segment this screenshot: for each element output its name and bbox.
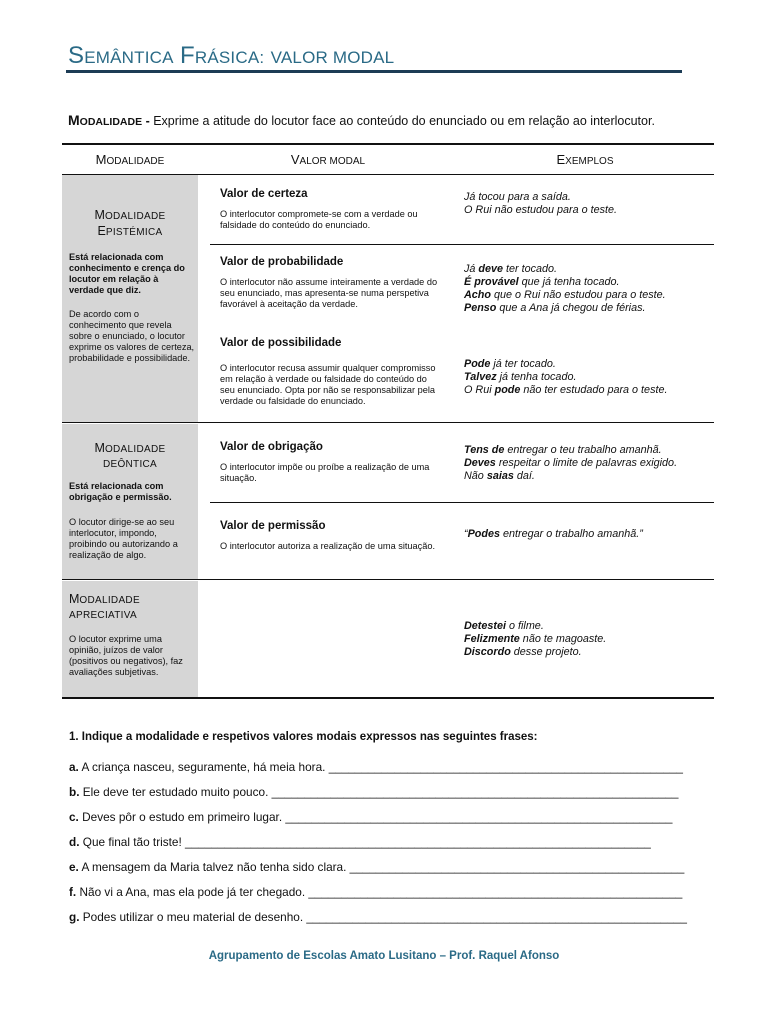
exercise-item-a[interactable]: a. A criança nasceu, seguramente, há meia hora. ______________________________________________________ xyxy=(69,760,683,774)
table-bottom-border xyxy=(62,697,714,699)
page-title: SEMÂNTICA FRÁSICA: VALOR MODAL xyxy=(68,42,395,69)
title-underline xyxy=(66,70,682,73)
modalidade-deontica-desc-bold: Está relacionada com obrigação e permissão. xyxy=(69,481,172,502)
example-line: Já deve ter tocado. xyxy=(464,263,558,275)
header-valor-modal: VALOR MODAL xyxy=(290,152,366,167)
example-line: Acho que o Rui não estudou para o teste. xyxy=(464,289,666,301)
example-line: Já tocou para a saída. xyxy=(464,191,571,203)
exercise-item-e[interactable]: e. A mensagem da Maria talvez não tenha sido clara. ___________________________________________________ xyxy=(69,860,685,874)
row-separator xyxy=(62,579,714,580)
examples-certeza xyxy=(464,191,617,217)
exercise-item-c[interactable]: c. Deves pôr o estudo em primeiro lugar. ___________________________________________________________ xyxy=(69,810,673,824)
modalidade-epistemica-title: MODALIDADE EPISTÉMICA xyxy=(94,208,166,238)
example-line: O Rui não estudou para o teste. xyxy=(464,204,618,216)
valor-probabilidade-text: O interlocutor não assume inteiramente a verdade do seu enunciado, mas apresenta-se numa perspetiva favorável à aceitação da verdade. xyxy=(220,277,438,309)
row-separator xyxy=(210,502,714,503)
row-separator xyxy=(62,422,714,423)
valor-obrigacao-title: Valor de obrigação xyxy=(220,441,323,453)
table-top-border xyxy=(62,143,714,145)
examples-obrigacao xyxy=(464,444,677,483)
example-line: Felizmente não te magoaste. xyxy=(464,633,607,645)
example-line: Deves respeitar o limite de palavras exigido. xyxy=(464,457,678,469)
examples-apreciativa xyxy=(464,620,606,659)
valor-obrigacao-text: O interlocutor impõe ou proíbe a realização de uma situação. xyxy=(220,462,430,483)
example-line: Detestei o filme. xyxy=(464,620,544,632)
examples-probabilidade xyxy=(464,263,666,315)
examples-possibilidade xyxy=(464,358,667,397)
intro-lead: MODALIDADE - xyxy=(68,112,154,128)
modalidade-deontica-title: MODALIDADE DEÔNTICA xyxy=(94,441,166,470)
valor-certeza-text: O interlocutor compromete-se com a verdade ou falsidade do conteúdo do enunciado. xyxy=(220,209,418,230)
example-line: Penso que a Ana já chegou de férias. xyxy=(464,302,646,314)
header-exemplos: EXEMPLOS xyxy=(556,152,614,167)
example-line: Pode já ter tocado. xyxy=(464,358,556,370)
exercise-item-f[interactable]: f. Não vi a Ana, mas ela pode já ter chegado. _________________________________________________________ xyxy=(69,885,683,899)
exercise-item-g[interactable]: g. Podes utilizar o meu material de desenho. __________________________________________________________ xyxy=(69,910,687,924)
valor-certeza-title: Valor de certeza xyxy=(220,188,308,200)
example-line: Talvez já tenha tocado. xyxy=(464,371,577,383)
example-line: Não saias daí. xyxy=(464,470,535,482)
example-line: Discordo desse projeto. xyxy=(464,646,582,658)
example-line: “Podes entregar o trabalho amanhã.” xyxy=(464,528,643,540)
valor-probabilidade-title: Valor de probabilidade xyxy=(220,256,344,268)
exercise-item-b[interactable]: b. Ele deve ter estudado muito pouco. ______________________________________________________________ xyxy=(69,785,679,799)
example-line: O Rui pode não ter estudado para o teste. xyxy=(464,384,668,396)
modalidade-epistemica-desc: De acordo com o conhecimento que revela sobre o enunciado, o locutor exprime os valores de certeza, probabilidade e possibilidade. xyxy=(69,309,195,363)
header-modalidade: MODALIDADE xyxy=(95,152,165,167)
intro-definition xyxy=(68,112,655,128)
row-separator xyxy=(210,244,714,245)
example-line: Tens de entregar o teu trabalho amanhã. xyxy=(464,444,662,456)
modalidade-deontica-desc: O locutor dirige-se ao seu interlocutor, impondo, proibindo ou autorizando a realização de algo. xyxy=(69,517,178,560)
modalidade-apreciativa-desc: O locutor exprime uma opinião, juízos de valor (positivos ou negativos), faz avaliações subjetivas. xyxy=(69,634,183,677)
valor-possibilidade-title: Valor de possibilidade xyxy=(220,337,342,349)
example-line: É provável que já tenha tocado. xyxy=(464,276,620,288)
valor-possibilidade-text: O interlocutor recusa assumir qualquer compromisso em relação à verdade ou falsidade do conteúdo do seu enunciado. Opta por não se responsabilizar pela verdade ou falsidade do enunciado. xyxy=(220,363,436,406)
valor-permissao-title: Valor de permissão xyxy=(220,520,326,532)
examples-permissao xyxy=(464,528,643,541)
valor-permissao-text: O interlocutor autoriza a realização de uma situação. xyxy=(220,541,436,551)
modalidade-epistemica-desc-bold: Está relacionada com conhecimento e crença do locutor em relação à verdade que diz. xyxy=(69,252,185,295)
intro-text: Exprime a atitude do locutor face ao conteúdo do enunciado ou em relação ao interlocutor. xyxy=(153,114,655,128)
exercise-title: 1. Indique a modalidade e respetivos valores modais expressos nas seguintes frases: xyxy=(69,731,538,743)
modalidade-apreciativa-title: MODALIDADE APRECIATIVA xyxy=(69,592,140,621)
exercise-item-d[interactable]: d. Que final tão triste! _______________________________________________________________________ xyxy=(69,835,651,849)
page-footer: Agrupamento de Escolas Amato Lusitano – Prof. Raquel Afonso xyxy=(208,950,560,962)
